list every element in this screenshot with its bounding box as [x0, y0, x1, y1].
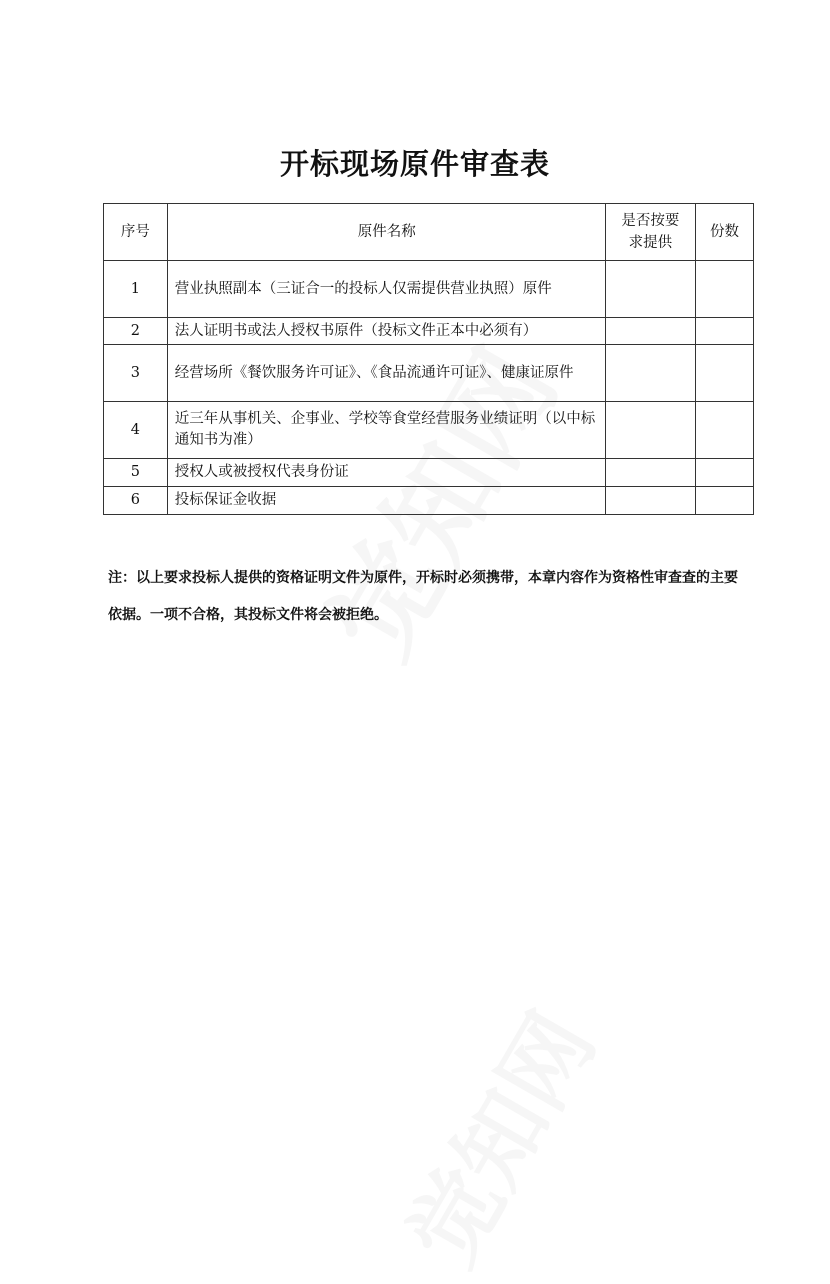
- table-row: [104, 345, 754, 402]
- row-name: 授权人或被授权代表身份证: [167, 459, 605, 487]
- table-row: [104, 487, 754, 515]
- row-copies: [696, 402, 754, 459]
- row-name: 投标保证金收据: [167, 487, 605, 515]
- header-required-text: 是否按要求提供: [621, 213, 680, 251]
- row-no: 4: [104, 402, 168, 459]
- row-name: 法人证明书或法人授权书原件（投标文件正本中必须有）: [167, 318, 605, 345]
- row-no: 3: [104, 345, 168, 402]
- header-no: 序号: [104, 204, 168, 261]
- row-copies: [696, 345, 754, 402]
- row-name: 近三年从事机关、企事业、学校等食堂经营服务业绩证明（以中标通知书为准）: [167, 402, 605, 459]
- header-required: [605, 204, 695, 261]
- table-row: [104, 318, 754, 345]
- document-title: 开标现场原件审查表: [279, 147, 550, 181]
- watermark: [371, 986, 619, 1284]
- row-required: [605, 402, 695, 459]
- row-required: [605, 459, 695, 487]
- table-row: [104, 261, 754, 318]
- table-header-row: [104, 204, 754, 261]
- row-copies: [696, 487, 754, 515]
- row-copies: [696, 318, 754, 345]
- row-no: 1: [104, 261, 168, 318]
- row-name: 营业执照副本（三证合一的投标人仅需提供营业执照）原件: [167, 261, 605, 318]
- row-required: [605, 345, 695, 402]
- row-required: [605, 261, 695, 318]
- review-table: [103, 203, 754, 515]
- header-copies: 份数: [696, 204, 754, 261]
- row-required: [605, 318, 695, 345]
- header-name: 原件名称: [167, 204, 605, 261]
- row-name: 经营场所《餐饮服务许可证》、《食品流通许可证》、健康证原件: [167, 345, 605, 402]
- row-no: 2: [104, 318, 168, 345]
- note-paragraph: 注：以上要求投标人提供的资格证明文件为原件，开标时必须携带，本章内容作为资格性审查查的主要依据。一项不合格，其投标文件将会被拒绝。: [108, 570, 738, 623]
- row-no: 5: [104, 459, 168, 487]
- table-row: [104, 402, 754, 459]
- row-copies: [696, 459, 754, 487]
- row-no: 6: [104, 487, 168, 515]
- row-copies: [696, 261, 754, 318]
- table-row: [104, 459, 754, 487]
- row-required: [605, 487, 695, 515]
